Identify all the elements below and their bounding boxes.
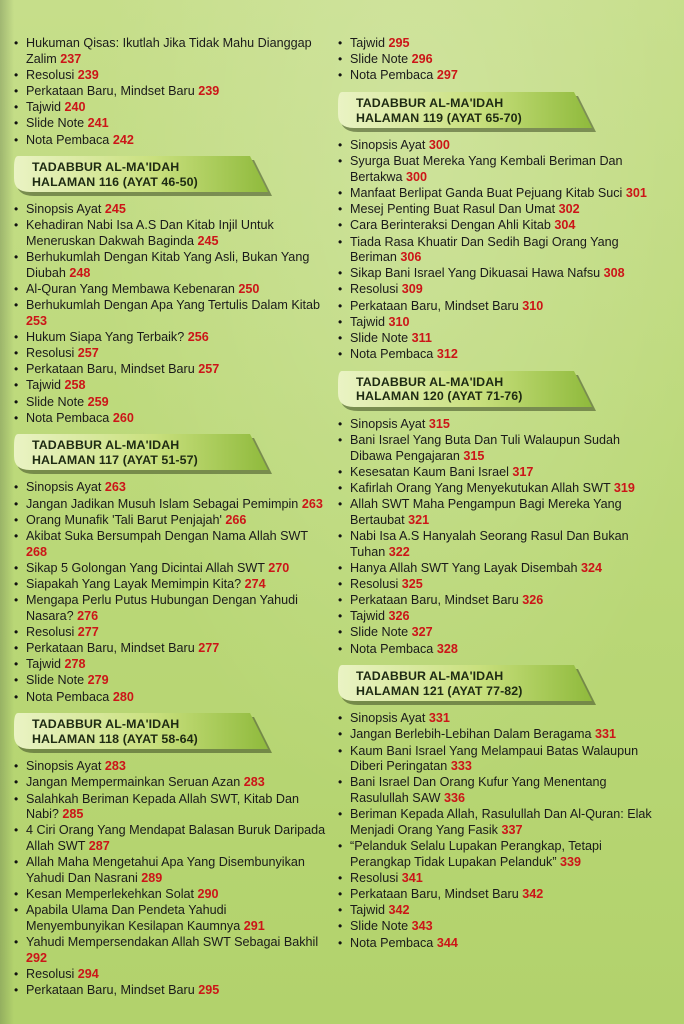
entry-title: Jangan Berlebih-Lebihan Dalam Beragama (350, 727, 592, 742)
page-number: 241 (87, 116, 109, 131)
page-number: 248 (69, 265, 91, 280)
entry-list (14, 480, 326, 705)
toc-entry (14, 497, 326, 513)
toc-entry (14, 116, 326, 132)
page-number: 304 (554, 218, 576, 233)
entry-title: Hukum Siapa Yang Terbaik? (26, 329, 185, 344)
entry-title: Hanya Allah SWT Yang Layak Disembah (350, 560, 578, 575)
entry-title: “Pelanduk Selalu Lupakan Perangkap, Tetapi Perangkap Tidak Lupakan Pelanduk” (350, 838, 602, 869)
page-number: 336 (444, 791, 466, 805)
entry-title: Bani Israel Dan Orang Kufur Yang Menentang Rasulullah SAW (350, 775, 607, 805)
page-number: 331 (595, 727, 617, 742)
page-number: 242 (112, 132, 134, 147)
page-number: 240 (64, 100, 86, 115)
entry-title: Mesej Penting Buat Rasul Dan Umat (350, 202, 556, 217)
page-number: 317 (512, 464, 534, 479)
page-number: 300 (428, 137, 450, 152)
entry-title: Sikap 5 Golongan Yang Dicintai Allah SWT (26, 560, 265, 575)
toc-entry (14, 967, 326, 983)
page-number: 310 (388, 314, 410, 329)
entry-title: Perkataan Baru, Mindset Baru (26, 83, 195, 98)
toc-entry (14, 411, 326, 427)
section-title-line1: TADABBUR AL-MA'IDAH (32, 717, 180, 732)
page-number: 326 (522, 593, 544, 608)
entry-title: Slide Note (350, 331, 409, 346)
entry-title: Bani Israel Yang Buta Dan Tuli Walaupun Sudah Dibawa Pengajaran (350, 433, 621, 463)
entry-title: Kehadiran Nabi Isa A.S Dan Kitab Injil Untuk Meneruskan Dakwah Baginda (26, 218, 274, 248)
toc-entry (14, 513, 326, 529)
entry-title: Orang Munafik 'Tali Barut Penjajah' (26, 512, 222, 527)
left-column (14, 36, 326, 999)
entry-title: Sinopsis Ayat (350, 416, 426, 431)
section-title (356, 669, 523, 698)
entry-title: Slide Note (26, 394, 85, 409)
page-number: 326 (388, 609, 410, 624)
page-number: 341 (401, 870, 423, 885)
entry-title: Tajwid (350, 903, 385, 918)
entry-title: Perkataan Baru, Mindset Baru (350, 298, 519, 313)
toc-entry (338, 887, 658, 903)
entry-title: Jangan Jadikan Musuh Islam Sebagai Pemimpin (26, 496, 299, 511)
toc-entry (338, 138, 658, 154)
page-number: 283 (243, 775, 265, 790)
page-number: 277 (198, 641, 220, 656)
entry-title: Berhukumlah Dengan Kitab Yang Asli, Bukan Yang Diubah (26, 250, 310, 280)
toc-entry (14, 935, 326, 966)
entry-title: Yahudi Mempersendakan Allah SWT Sebagai Bakhil (26, 934, 319, 949)
toc-entry (338, 347, 658, 363)
toc-entry (14, 673, 326, 689)
toc-entry (14, 100, 326, 116)
toc-entry (338, 727, 658, 743)
entry-title: Tiada Rasa Khuatir Dan Sedih Bagi Orang Yang Beriman (350, 234, 619, 265)
toc-entry (14, 346, 326, 362)
entry-title: Resolusi (350, 870, 399, 885)
toc-entry (14, 625, 326, 641)
toc-entry (338, 625, 658, 641)
page-number: 327 (411, 625, 433, 640)
section-banner (334, 90, 596, 132)
toc-entry (14, 775, 326, 791)
toc-entry (338, 497, 658, 528)
toc-entry (338, 186, 658, 202)
toc-entry (338, 235, 658, 266)
entry-title: Perkataan Baru, Mindset Baru (350, 886, 519, 901)
entry-list (338, 36, 658, 84)
entry-title: Beriman Kepada Allah, Rasulullah Dan Al-Quran: Elak Menjadi Orang Yang Fasik (350, 807, 652, 837)
toc-entry (14, 593, 326, 624)
toc-entry (338, 744, 658, 775)
page-number: 324 (581, 560, 603, 575)
toc-entry (338, 609, 658, 625)
page-number: 258 (64, 378, 86, 393)
page-number: 295 (198, 982, 220, 997)
entry-title: Salahkah Beriman Kepada Allah SWT, Kitab Dan Nabi? (26, 791, 300, 822)
entry-title: Slide Note (350, 919, 409, 934)
page-number: 245 (104, 202, 126, 217)
toc-entry (14, 395, 326, 411)
entry-title: Nota Pembaca (26, 410, 110, 425)
toc-entry (14, 983, 326, 999)
page-number: 325 (401, 576, 423, 591)
page-number: 239 (77, 67, 99, 82)
toc-entry (338, 52, 658, 68)
page-number: 300 (406, 169, 428, 184)
section-title (32, 438, 198, 467)
page-number: 287 (88, 838, 110, 853)
entry-title: Berhukumlah Dengan Apa Yang Tertulis Dalam Kitab (26, 298, 321, 313)
toc-entry (14, 823, 326, 854)
entry-title: Resolusi (350, 576, 399, 591)
section-title (356, 375, 523, 404)
page-number: 257 (198, 362, 220, 377)
toc-entry (14, 641, 326, 657)
toc-entry (14, 577, 326, 593)
entry-title: Al-Quran Yang Membawa Kebenaran (26, 281, 235, 296)
entry-title: Nabi Isa A.S Hanyalah Seorang Rasul Dan Bukan Tuhan (350, 528, 629, 559)
toc-entry (14, 68, 326, 84)
entry-title: Nota Pembaca (26, 132, 110, 147)
entry-title: Slide Note (350, 52, 409, 67)
entry-title: Sinopsis Ayat (26, 202, 102, 217)
entry-title: Nota Pembaca (350, 935, 434, 950)
page-number: 263 (104, 480, 126, 495)
page-number: 277 (77, 624, 99, 639)
entry-title: Resolusi (26, 67, 75, 82)
page-number: 339 (560, 854, 582, 869)
page-number: 312 (436, 347, 458, 362)
section-title (32, 160, 198, 189)
page-number: 257 (77, 346, 99, 361)
entry-title: Kesesatan Kaum Bani Israel (350, 464, 509, 479)
entry-title: Resolusi (26, 624, 75, 639)
entry-title: Allah SWT Maha Pengampun Bagi Mereka Yang Bertaubat (350, 497, 622, 527)
toc-entry (338, 266, 658, 282)
toc-entry (14, 561, 326, 577)
entry-title: Jangan Mempermainkan Seruan Azan (26, 775, 241, 790)
toc-entry (14, 855, 326, 886)
page-number: 250 (238, 281, 260, 296)
page-number: 297 (436, 68, 458, 83)
toc-entry (14, 282, 326, 298)
page-number: 290 (197, 886, 219, 901)
page-number: 259 (87, 394, 109, 409)
entry-title: Tajwid (26, 378, 61, 393)
page-number: 283 (104, 759, 126, 774)
toc-entry (14, 657, 326, 673)
toc-entry (338, 433, 658, 464)
toc-entry (338, 282, 658, 298)
page-number: 292 (26, 950, 48, 965)
toc-entry (14, 792, 326, 823)
page-number: 256 (187, 329, 209, 344)
page-number: 309 (401, 282, 423, 297)
page-number: 302 (558, 202, 580, 217)
entry-title: Nota Pembaca (350, 347, 434, 362)
entry-title: Siapakah Yang Layak Memimpin Kita? (26, 576, 242, 591)
section-banner (10, 711, 272, 753)
page-number: 310 (522, 298, 544, 313)
toc-entry (14, 480, 326, 496)
toc-entry (338, 529, 658, 560)
entry-title: Hukuman Qisas: Ikutlah Jika Tidak Mahu Dianggap Zalim (26, 36, 312, 66)
entry-title: Nota Pembaca (350, 641, 434, 656)
toc-entry (338, 465, 658, 481)
toc-entry (338, 299, 658, 315)
toc-entry (338, 871, 658, 887)
entry-title: 4 Ciri Orang Yang Mendapat Balasan Buruk Daripada Allah SWT (26, 823, 326, 853)
entry-title: Tajwid (26, 657, 61, 672)
toc-entry (338, 903, 658, 919)
toc-entry (14, 250, 326, 281)
entry-title: Manfaat Berlipat Ganda Buat Pejuang Kitab Suci (350, 185, 623, 200)
page-number: 342 (388, 903, 410, 918)
section-banner (334, 663, 596, 705)
section-banner (10, 432, 272, 474)
toc-entry (338, 561, 658, 577)
toc-entry (338, 577, 658, 593)
entry-list (338, 138, 658, 363)
toc-entry (14, 330, 326, 346)
entry-title: Allah Maha Mengetahui Apa Yang Disembunyikan Yahudi Dan Nasrani (26, 855, 305, 885)
entry-title: Cara Berinteraksi Dengan Ahli Kitab (350, 218, 551, 233)
section-title-line1: TADABBUR AL-MA'IDAH (356, 669, 504, 684)
entry-title: Resolusi (26, 346, 75, 361)
page-number: 279 (87, 673, 109, 688)
section-banner (334, 369, 596, 411)
page-number: 331 (428, 711, 450, 726)
section-title (356, 96, 522, 125)
entry-title: Tajwid (350, 314, 385, 329)
toc-entry (14, 887, 326, 903)
page-number: 301 (625, 185, 647, 200)
page-number: 266 (225, 512, 247, 527)
toc-entry (14, 903, 326, 934)
toc-entry (338, 775, 658, 806)
section-title (32, 717, 198, 746)
page-number: 245 (197, 233, 219, 248)
toc-entry (14, 36, 326, 67)
page-number: 295 (388, 36, 410, 50)
page-number: 280 (112, 689, 134, 704)
toc-entry (338, 593, 658, 609)
section-title-line1: TADABBUR AL-MA'IDAH (356, 374, 504, 389)
entry-title: Akibat Suka Bersumpah Dengan Nama Allah SWT (26, 528, 308, 543)
section-title-line1: TADABBUR AL-MA'IDAH (32, 438, 180, 453)
toc-entry (14, 133, 326, 149)
page-number: 342 (522, 886, 544, 901)
entry-title: Resolusi (350, 282, 399, 297)
section-title-line1: TADABBUR AL-MA'IDAH (32, 160, 180, 175)
toc-entry (14, 529, 326, 560)
entry-list (14, 36, 326, 148)
section-title-line1: TADABBUR AL-MA'IDAH (356, 95, 504, 110)
toc-entry (338, 839, 658, 870)
entry-title: Perkataan Baru, Mindset Baru (26, 982, 195, 997)
entry-title: Perkataan Baru, Mindset Baru (26, 641, 195, 656)
page-number: 337 (501, 822, 523, 837)
entry-title: Syurga Buat Mereka Yang Kembali Beriman Dan Bertakwa (350, 154, 623, 184)
page-number: 343 (411, 919, 433, 934)
toc-entry (14, 84, 326, 100)
entry-list (14, 202, 326, 426)
toc-entry (338, 68, 658, 84)
entry-list (338, 417, 658, 657)
page-number: 276 (77, 608, 99, 623)
entry-title: Tajwid (350, 36, 385, 50)
toc-entry (338, 642, 658, 658)
page-number: 253 (26, 313, 48, 328)
page-number: 294 (77, 966, 99, 981)
entry-title: Kaum Bani Israel Yang Melampaui Batas Walaupun Diberi Peringatan (350, 743, 639, 774)
section-title-line2: HALAMAN 117 (AYAT 51-57) (32, 452, 198, 467)
toc-entry (338, 807, 658, 838)
toc-entry (338, 218, 658, 234)
toc-entry (14, 378, 326, 394)
entry-title: Perkataan Baru, Mindset Baru (26, 362, 195, 377)
page-number: 321 (408, 512, 430, 527)
entry-list (14, 759, 326, 998)
toc-entry (338, 919, 658, 935)
entry-title: Sikap Bani Israel Yang Dikuasai Hawa Nafsu (350, 266, 601, 281)
toc-entry (14, 690, 326, 706)
toc-entry (338, 481, 658, 497)
entry-title: Slide Note (26, 673, 85, 688)
page-number: 315 (428, 416, 450, 431)
entry-title: Sinopsis Ayat (26, 759, 102, 774)
toc-entry (338, 202, 658, 218)
toc-entry (338, 36, 658, 52)
entry-title: Mengapa Perlu Putus Hubungan Dengan Yahudi Nasara? (26, 593, 298, 623)
entry-title: Apabila Ulama Dan Pendeta Yahudi Menyembunyikan Kesilapan Kaumnya (26, 903, 241, 933)
toc-entry (14, 759, 326, 775)
section-title-line2: HALAMAN 116 (AYAT 46-50) (32, 174, 198, 189)
entry-title: Sinopsis Ayat (26, 480, 102, 495)
entry-title: Tajwid (26, 100, 61, 115)
toc-entry (338, 315, 658, 331)
section-title-line2: HALAMAN 121 (AYAT 77-82) (356, 683, 523, 698)
toc-entry (338, 711, 658, 727)
page-number: 270 (268, 560, 290, 575)
toc-entry (338, 154, 658, 185)
page-number: 322 (388, 544, 410, 559)
entry-title: Slide Note (26, 116, 85, 131)
page-number: 333 (450, 759, 472, 774)
page-number: 308 (603, 266, 625, 281)
entry-title: Nota Pembaca (350, 68, 434, 83)
right-column (338, 36, 658, 952)
page-number: 239 (198, 83, 220, 98)
entry-title: Kesan Memperlekehkan Solat (26, 886, 195, 901)
page-number: 289 (141, 870, 163, 885)
entry-title: Tajwid (350, 609, 385, 624)
section-banner (10, 154, 272, 196)
entry-title: Sinopsis Ayat (350, 711, 426, 726)
toc-entry (338, 936, 658, 952)
section-title-line2: HALAMAN 118 (AYAT 58-64) (32, 731, 198, 746)
page-number: 268 (26, 544, 48, 559)
section-title-line2: HALAMAN 119 (AYAT 65-70) (356, 110, 522, 125)
page-number: 296 (411, 52, 433, 67)
page-number: 274 (244, 576, 266, 591)
entry-title: Slide Note (350, 625, 409, 640)
page-number: 315 (463, 448, 485, 463)
page-number: 260 (112, 410, 134, 425)
page-number: 285 (62, 807, 84, 822)
toc-entry (14, 362, 326, 378)
entry-title: Nota Pembaca (26, 689, 110, 704)
section-title-line2: HALAMAN 120 (AYAT 71-76) (356, 389, 523, 404)
toc-entry (338, 331, 658, 347)
entry-title: Resolusi (26, 966, 75, 981)
page-number: 237 (60, 51, 82, 66)
toc-entry (338, 417, 658, 433)
entry-title: Kafirlah Orang Yang Menyekutukan Allah SWT (350, 480, 611, 495)
page-number: 328 (436, 641, 458, 656)
toc-entry (14, 218, 326, 249)
page-number: 344 (436, 935, 458, 950)
entry-title: Sinopsis Ayat (350, 137, 426, 152)
page-number: 291 (243, 918, 265, 933)
page-number: 278 (64, 657, 86, 672)
toc-entry (14, 202, 326, 218)
page-number: 311 (411, 331, 432, 346)
page-number: 306 (400, 250, 422, 265)
toc-entry (14, 298, 326, 329)
entry-title: Perkataan Baru, Mindset Baru (350, 593, 519, 608)
entry-list (338, 711, 658, 951)
page-number: 263 (301, 496, 323, 511)
page-number: 319 (613, 480, 635, 495)
